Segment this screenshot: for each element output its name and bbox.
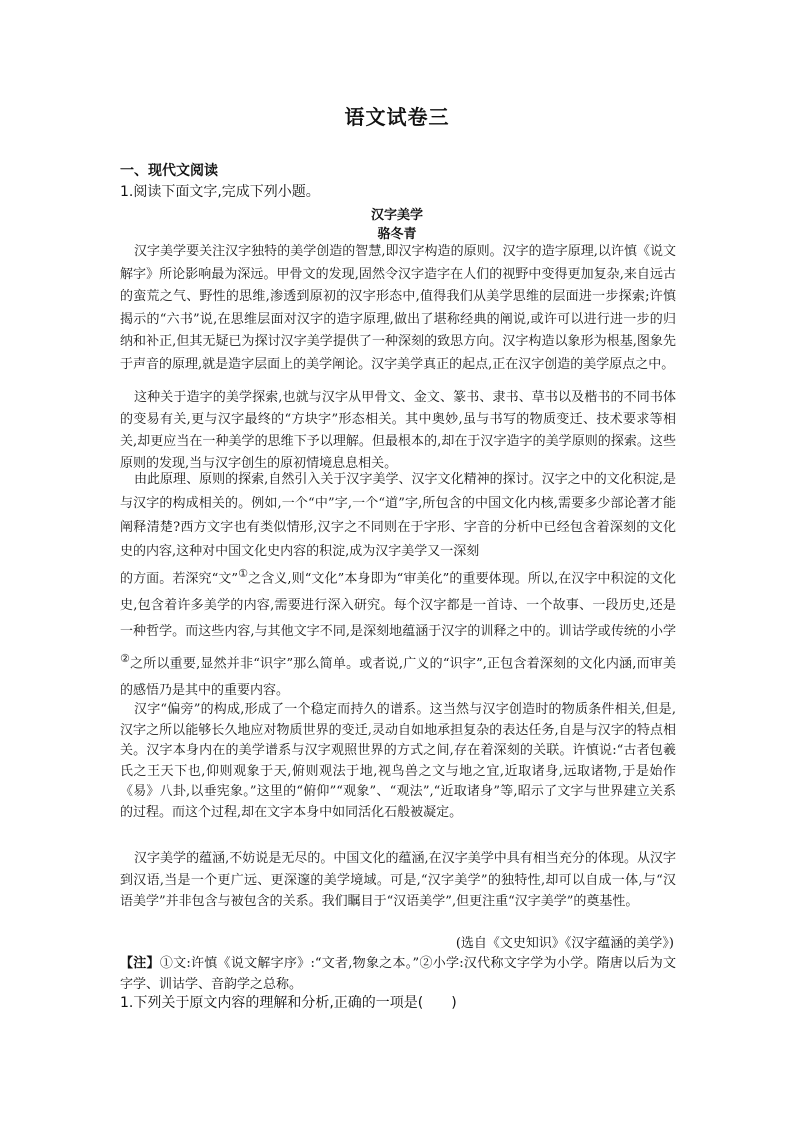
paragraph-6: [120, 848, 676, 913]
page-title: 语文试卷三: [344, 105, 450, 129]
paragraph-text: 汉字美学的蕴涵,不妨说是无尽的。中国文化的蕴涵,在汉字美学中具有相当充分的体现。从汉字到汉语,当是一个更广远、更深邃的美学境域。可是,“汉字美学”的独特性,却可以自成一体,与“汉语美学”并非包含与被包含的关系。我们瞩目于“汉语美学”,但更注重“汉字美学”的奠基性。: [120, 851, 676, 909]
section-heading: 一、现代文阅读: [120, 163, 218, 179]
paragraph-text: 汉字美学要关注汉字独特的美学创造的智慧,即汉字构造的原则。汉字的造字原理,以许慎《说文解字》所论影响最为深远。甲骨文的发现,固然令汉字造字在人们的视野中变得更加复杂,来自远古的蛮荒之气、野性的思维,渗透到原初的汉字形态中,值得我们从美学思维的层面进一步探索;许慎揭示的“六书”说,在思维层面对汉字的造字原理,做出了堪称经典的阐说,或许可以进行进一步的归纳和补正,但其无疑已为探讨汉字美学提供了一种深刻的致思方向。汉字构造以象形为根基,图象先于声音的原理,就是造字层面上的美学阐论。汉字美学真正的起点,正在汉字创造的美学原点之中。: [120, 244, 676, 372]
paragraph-segment: 之所以重要,显然并非“识字”那么简单。或者说,广义的“识字”,正包含着深刻的文化内涵,而审美的感悟乃是其中的重要内容。: [120, 656, 676, 698]
footnote-mark-2: ②: [120, 651, 131, 665]
note-label: 【注】: [120, 956, 160, 971]
paragraph-text: [120, 561, 676, 704]
paragraph-2: [120, 387, 676, 475]
paragraph-text: 汉字“偏旁”的构成,形成了一个稳定而持久的谱系。这当然与汉字创造时的物质条件相关,但是,汉字之所以能够长久地应对物质世界的变迁,灵动自如地承担复杂的表达任务,自是与汉字的特点相关。汉字本身内在的美学谱系与汉字观照世界的方式之间,存在着深刻的关联。许慎说:“古者包羲氏之王天下也,仰则观象于天,俯则观法于地,视鸟兽之文与地之宜,近取诸身,远取诸物,于是始作《易》八卦,以垂宪象。”这里的“俯仰”“观象”、“观法”,“近取诸身”等,昭示了文字与世界建立关系的过程。而这个过程,却在文字本身中如同活化石般被凝定。: [120, 702, 676, 820]
article-title: 汉字美学: [370, 208, 423, 223]
paragraph-segment: 的方面。若深究“文”: [120, 571, 239, 587]
paragraph-3: [120, 468, 676, 564]
instruction-text: 1.阅读下面文字,完成下列小题。: [120, 184, 320, 200]
paragraph-text: 这种关于造字的美学探索,也就与汉字从甲骨文、金文、篆书、隶书、草书以及楷书的不同书体的变易有关,更与汉字最终的“方块字”形态相关。其中奥妙,虽与书写的物质变迁、技术要求等相关,却更应当在一种美学的思维下予以理解。但最根本的,却在于汉字造字的美学原则的探索。这些原则的发现,当与汉字创生的原初情境息息相关。: [120, 390, 676, 471]
paragraph-1: [120, 241, 676, 377]
paragraph-5: [120, 700, 676, 824]
note-text: ①文:许慎《说文解字序》:“文者,物象之本。”②小学:汉代称文字学为小学。隋唐以后为文字学、训诂学、音韵学之总称。: [120, 956, 676, 992]
paragraph-text: 由此原理、原则的探索,自然引入关于汉字美学、汉字文化精神的探讨。汉字之中的文化积淀,是与汉字的构成相关的。例如,一个“中”字,一个“道”字,所包含的中国文化内核,需要多少部论著才能阐释清楚?西方文字也有类似情形,汉字之不同则在于字形、字音的分析中已经包含着深刻的文化史的内容,这种对中国文化史内容的积淀,成为汉字美学又一深刻: [120, 472, 676, 559]
paragraph-4: [120, 561, 676, 704]
footnote-mark-1: ①: [238, 567, 249, 580]
paragraph-segment: 之含义,则“文化”本身即为“审美化”的重要体现。所以,在汉字中积淀的文化史,包含着许多美学的内容,需要进行深入研究。每个汉字都是一首诗、一个故事、一段历史,还是一种哲学。而这些内容,与其他文字不同,是深刻地蕴涵于汉字的训释之中的。训诂学或传统的小学: [120, 571, 676, 640]
question-1: 1.下列关于原文内容的理解和分析,正确的一项是( ): [120, 995, 457, 1011]
article-author: 骆冬青: [377, 227, 417, 242]
annotation-note: [120, 953, 676, 995]
source-citation: (选自《文史知识》《汉字蕴涵的美学》): [455, 936, 674, 951]
